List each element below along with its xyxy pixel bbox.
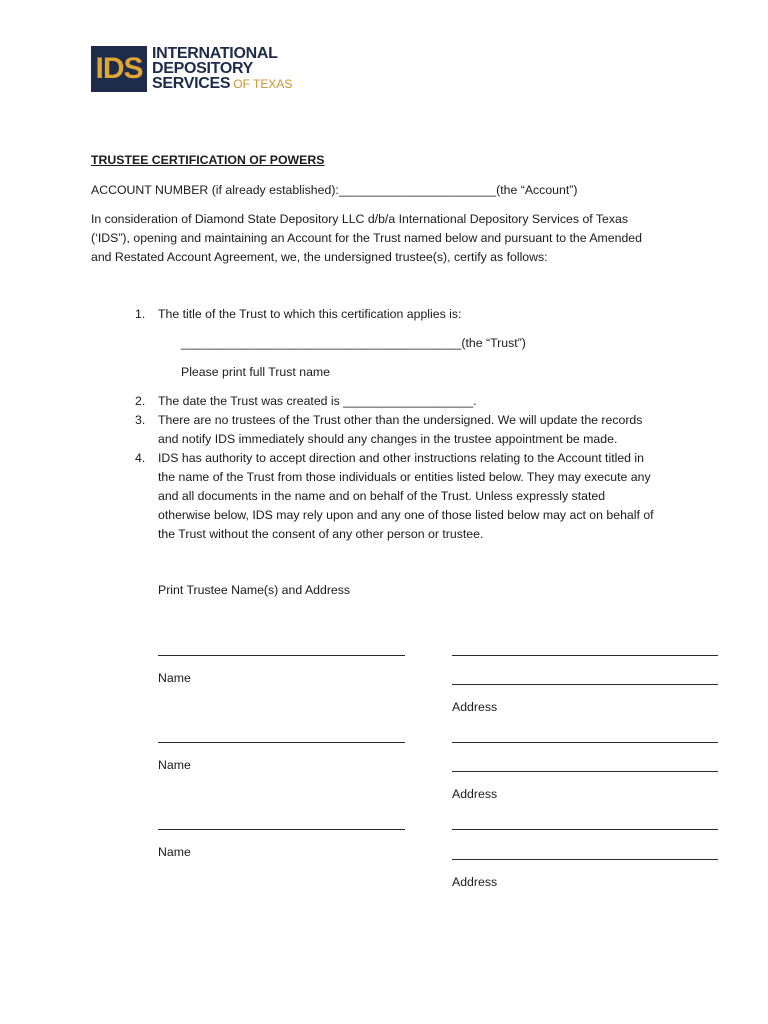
item-1-line-1: The title of the Trust to which this certification applies is: (158, 307, 462, 321)
logo-line-2: DEPOSITORY (152, 60, 254, 77)
logo-line-3-main: SERVICES (152, 75, 231, 92)
address-label-3: Address (452, 875, 498, 889)
item-number-4: 4. (135, 451, 146, 465)
ids-logo (91, 46, 292, 92)
item-number-1: 1. (135, 307, 146, 321)
item-4-line-1: IDS has authority to accept direction and other instructions relating to the Account titled in (158, 451, 645, 465)
item-4-line-5: the Trust without the consent of any other person or trustee. (158, 527, 484, 541)
name-label-3: Name (158, 845, 191, 859)
item-4-line-2: the name of the Trust from those individuals or entities listed below. They may execute any (158, 470, 651, 484)
name-label-2: Name (158, 758, 191, 772)
logo-mark: IDS (91, 46, 147, 92)
intro-line-2: (‘IDS”), opening and maintaining an Account for the Trust named below and pursuant to the Amended (91, 231, 642, 245)
item-4-line-3: and all documents in the name and on behalf of the Trust. Unless expressly stated (158, 489, 606, 503)
item-2-line-1: The date the Trust was created is ___________________. (158, 394, 477, 408)
item-number-2: 2. (135, 394, 146, 408)
item-3-line-2: and notify IDS immediately should any changes in the trustee appointment be made. (158, 432, 618, 446)
item-3-line-1: There are no trustees of the Trust other than the undersigned. We will update the records (158, 413, 643, 427)
trustee-address-field-3b[interactable] (452, 859, 718, 860)
trustee-address-field-2a[interactable] (452, 742, 718, 743)
trustee-prompt: Print Trustee Name(s) and Address (158, 583, 351, 597)
trustee-name-field-2[interactable] (158, 742, 405, 743)
trustee-name-field-3[interactable] (158, 829, 405, 830)
logo-line-3-suffix: OF TEXAS (233, 77, 293, 91)
trustee-address-field-1a[interactable] (452, 655, 718, 656)
trustee-address-field-1b[interactable] (452, 684, 718, 685)
account-number-line: ACCOUNT NUMBER (if already established):_______________________(the “Account”) (91, 183, 578, 197)
intro-line-3: and Restated Account Agreement, we, the undersigned trustee(s), certify as follows: (91, 250, 548, 264)
trustee-name-field-1[interactable] (158, 655, 405, 656)
trustee-address-field-2b[interactable] (452, 771, 718, 772)
address-label-2: Address (452, 787, 498, 801)
document-title: TRUSTEE CERTIFICATION OF POWERS (91, 153, 325, 167)
trustee-address-field-3a[interactable] (452, 829, 718, 830)
intro-line-1: In consideration of Diamond State Depository LLC d/b/a International Depository Services of Texas (91, 212, 629, 226)
item-number-3: 3. (135, 413, 146, 427)
logo-wordmark (152, 46, 292, 92)
address-label-1: Address (452, 700, 498, 714)
name-label-1: Name (158, 671, 191, 685)
logo-line-3 (152, 76, 292, 92)
trust-name-hint: Please print full Trust name (181, 365, 330, 379)
trust-name-line: _________________________________________(the “Trust”) (181, 336, 526, 350)
logo-line-1: INTERNATIONAL (152, 45, 278, 62)
item-4-line-4: otherwise below, IDS may rely upon and any one of those listed below may act on behalf of (158, 508, 654, 522)
